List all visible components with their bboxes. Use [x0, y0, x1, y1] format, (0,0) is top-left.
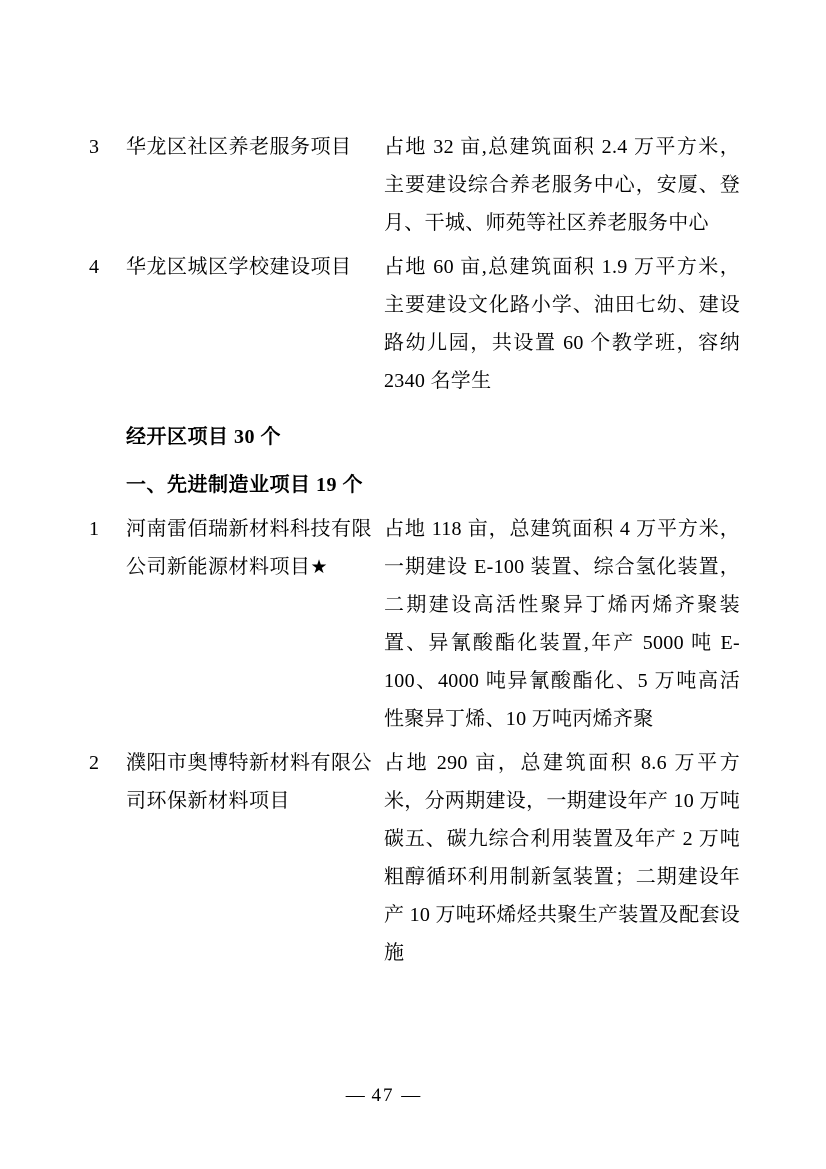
- row-project-name-text: 濮阳市奥博特新材料有限公司环保新材料项目: [126, 752, 372, 812]
- page-footer: [0, 1085, 826, 1107]
- row-project-name: 华龙区城区学校建设项目: [126, 256, 352, 278]
- section-heading-main: 经开区项目 30 个: [126, 426, 281, 448]
- row-project-name: [126, 744, 384, 821]
- row-number: 2: [89, 752, 99, 774]
- row-project-name: [126, 510, 384, 587]
- row-project-description: 占地 118 亩，总建筑面积 4 万平方米，一期建设 E-100 装置、综合氢化装置，二期建设高活性聚异丁烯丙烯齐聚装置、异氰酸酯化装置,年产 5000 吨 E-100、4000 吨异氰酸酯化、5 万吨高活性聚异丁烯、10 万吨丙烯齐聚: [384, 518, 740, 730]
- row-number: 4: [89, 256, 99, 278]
- footer-dash-right: —: [401, 1085, 421, 1106]
- row-project-description: 占地 60 亩,总建筑面积 1.9 万平方米，主要建设文化路小学、油田七幼、建设路幼儿园，共设置 60 个教学班，容纳 2340 名学生: [384, 256, 740, 392]
- row-project-name-text: 河南雷佰瑞新材料科技有限公司新能源材料项目: [126, 518, 372, 578]
- row-project-name: 华龙区社区养老服务项目: [126, 136, 352, 158]
- page-number: 47: [371, 1085, 395, 1106]
- row-number: 3: [89, 136, 99, 158]
- table-row: [86, 744, 740, 972]
- star-icon: ★: [310, 557, 329, 578]
- row-number: 1: [89, 518, 99, 540]
- row-project-description: 占地 32 亩,总建筑面积 2.4 万平方米，主要建设综合养老服务中心，安厦、登月、干城、师苑等社区养老服务中心: [384, 136, 740, 234]
- table-row: [86, 510, 740, 738]
- footer-dash-left: —: [345, 1085, 365, 1106]
- row-project-description: 占地 290 亩，总建筑面积 8.6 万平方米，分两期建设，一期建设年产 10 万吨碳五、碳九综合利用装置及年产 2 万吨粗醇循环利用制新氢装置；二期建设年产 10 万吨环烯烃共聚生产装置及配套设施: [384, 752, 740, 964]
- table-row: [86, 128, 740, 242]
- table-row: [86, 248, 740, 400]
- section-heading-sub: 一、先进制造业项目 19 个: [126, 474, 363, 496]
